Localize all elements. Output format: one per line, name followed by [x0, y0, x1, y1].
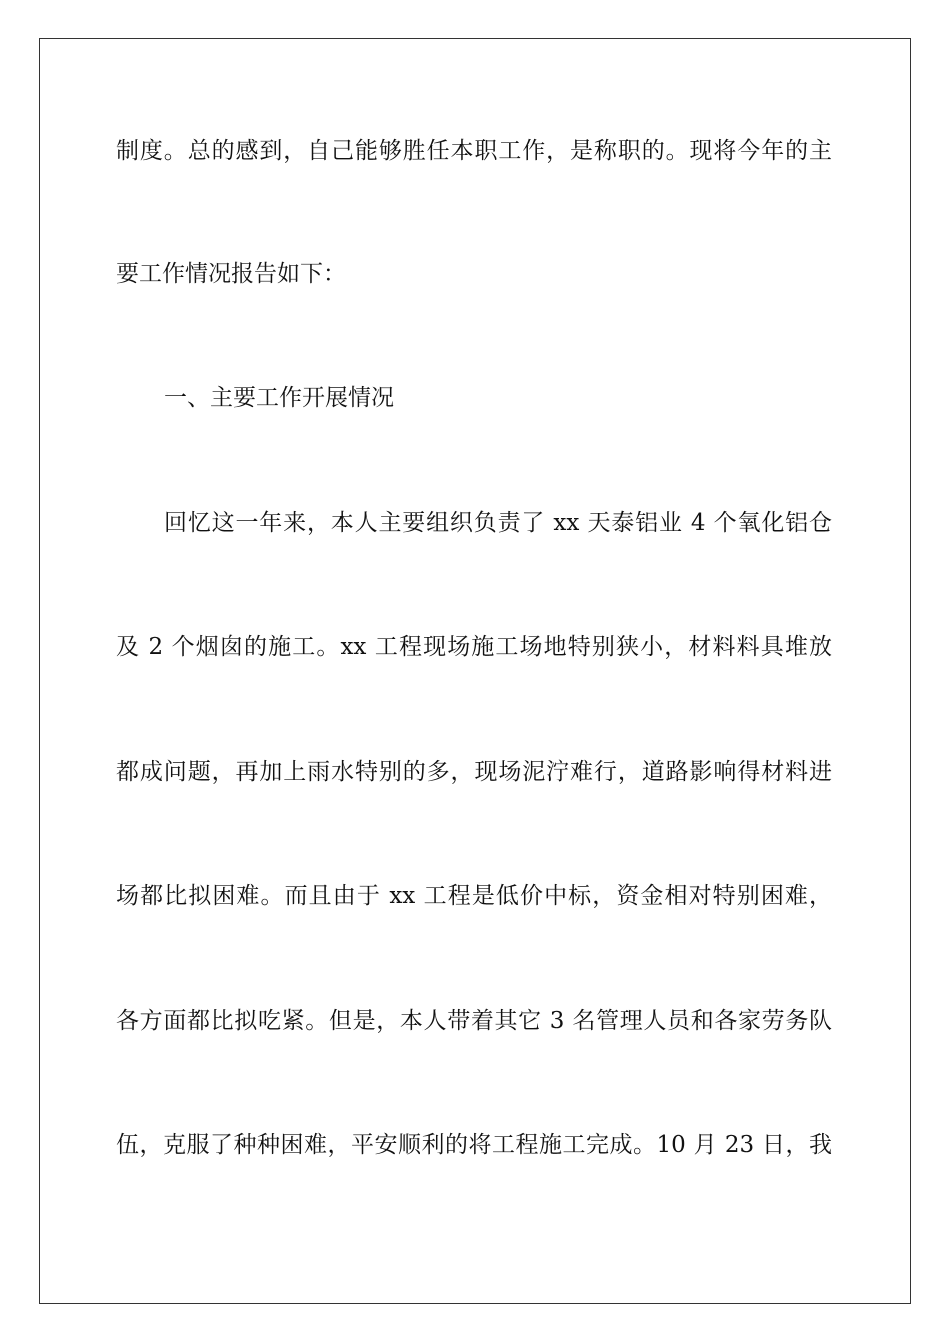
body-text-line-2: 要工作情况报告如下： — [116, 261, 346, 287]
body-text-line-4: 及 2 个烟囱的施工。xx 工程现场施工场地特别狭小，材料料具堆放 — [116, 634, 832, 660]
page-border — [39, 38, 911, 1304]
body-text-line-6: 场都比拟困难。而且由于 xx 工程是低价中标，资金相对特别困难， — [116, 883, 832, 909]
body-text-line-3: 回忆这一年来，本人主要组织负责了 xx 天泰铝业 4 个氧化铝仓 — [164, 510, 832, 536]
body-text-line-8: 伍，克服了种种困难，平安顺利的将工程施工完成。10 月 23 日，我 — [116, 1132, 832, 1158]
body-text-line-5: 都成问题，再加上雨水特别的多，现场泥泞难行，道路影响得材料进 — [116, 759, 832, 785]
body-text-line-1: 制度。总的感到，自己能够胜任本职工作，是称职的。现将今年的主 — [116, 138, 832, 164]
section-heading: 一、主要工作开展情况 — [164, 385, 394, 411]
body-text-line-7: 各方面都比拟吃紧。但是，本人带着其它 3 名管理人员和各家劳务队 — [116, 1008, 832, 1034]
